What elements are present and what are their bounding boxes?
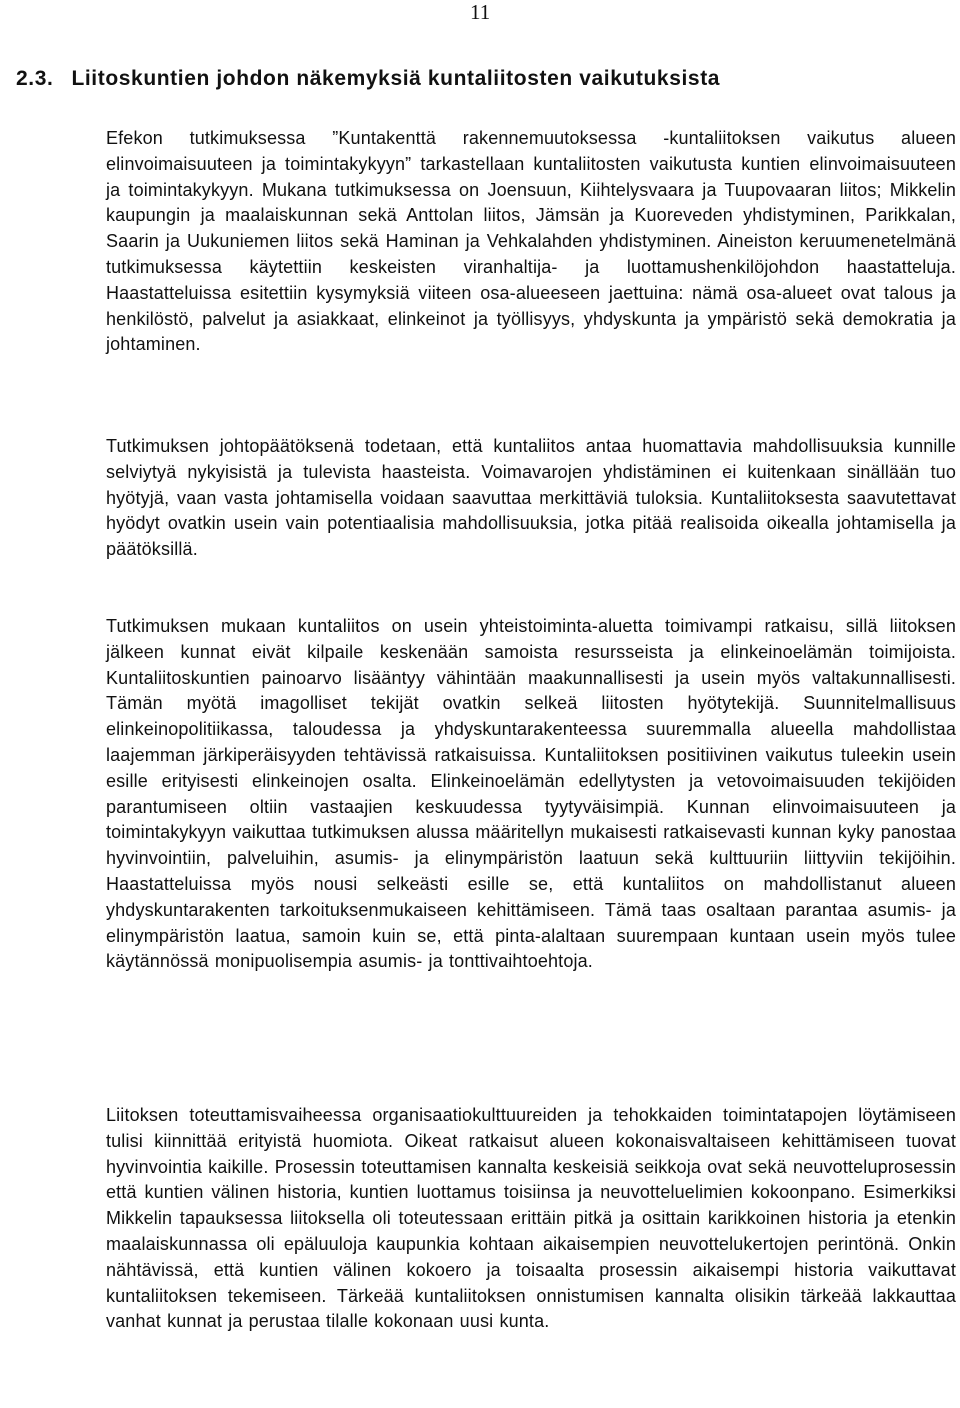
- paragraph-3: Tutkimuksen mukaan kuntaliitos on usein yhteistoiminta-aluetta toimivampi ratkaisu, sillä liitoksen jälkeen kunnat eivät kilpaile keskenään samoista resursseista ja elinkeinoelämän toimijoista. Kuntaliitoskuntien painoarvo lisääntyy vähintään maakunnallisesti ja usein myös valtakunnallisesti. Tämän myötä imagolliset tekijät ovatkin selkeä liitosten hyötytekijä. Suunnitelmallisuus elinkeinopolitiikassa, taloudessa ja yhdyskuntarakenteessa suuremmalla alueella mahdollistaa laajemman järkiperäisyyden tehtävissä ratkaisuissa. Kuntaliitoksen positiivinen vaikutus tuleekin usein esille erityisesti elinkeinojen osalta. Elinkeinoelämän edellytysten ja vetovoimaisuuden tekijöiden parantumiseen oltiin vastaajien keskuudessa tyytyväisimpiä. Kunnan elinvoimaisuuteen ja toimintakykyyn vaikuttaa tutkimuksen alussa määritellyn mukaisesti ratkaisevasti kunnan kyky panostaa hyvinvointiin, palveluihin, asumis- ja elinympäristön laatuun sekä kulttuuriin liittyviin tekijöihin. Haastatteluissa myös nousi selkeästi esille se, että kuntaliitos on mahdollistanut alueen yhdyskuntarakenten tarkoituksenmukaiseen kehittämiseen. Tämä taas osaltaan parantaa asumis- ja elinympäristön laatua, samoin kuin se, että pinta-alaltaan suurempaan kuntaan usein myös tulee käytännössä monipuolisempia asumis- ja tonttivaihtoehtoja.: [106, 616, 956, 972]
- paragraph-1: Efekon tutkimuksessa ”Kuntakenttä rakennemuutoksessa -kuntaliitoksen vaikutus alueen elinvoimaisuuteen ja toimintakykyyn” tarkastellaan kuntaliitosten vaikutusta kuntien elinvoimaisuuteen ja toimintakykyyn. Mukana tutkimuksessa on Joensuun, Kiihtelysvaara ja Tuupovaaran liitos; Mikkelin kaupungin ja maalaiskunnan sekä Anttolan liitos, Jämsän ja Kuoreveden yhdistyminen, Parikkalan, Saarin ja Uukuniemen liitos sekä Haminan ja Vehkalahden yhdistyminen. Aineiston keruumenetelmänä tutkimuksessa käytettiin keskeisten viranhaltija- ja luottamushenkilöjohdon haastatteluja. Haastatteluissa esitettiin kysymyksiä viiteen osa-alueeseen jaettuina: nämä osa-alueet ovat talous ja henkilöstö, palvelut ja asiakkaat, elinkeinot ja työllisyys, yhdyskunta ja ympäristö sekä demokratia ja johtaminen.: [106, 128, 956, 355]
- section-heading: [16, 66, 946, 92]
- section-title: Liitoskuntien johdon näkemyksiä kuntaliitosten vaikutuksista: [71, 67, 721, 90]
- paragraph-2: Tutkimuksen johtopäätöksenä todetaan, että kuntaliitos antaa huomattavia mahdollisuuksia kunnille selviytyä nykyisistä ja tulevista haasteista. Voimavarojen yhdistäminen ei kuitenkaan sinällään tuo hyötyjä, vaan vasta johtamisella voidaan saavuttaa merkittäviä tuloksia. Kuntaliitoksesta saavutettavat hyödyt ovatkin usein vain potentiaalisia mahdollisuuksia, jotka pitää realisoida oikealla johtamisella ja päätöksillä.: [106, 436, 956, 560]
- paragraph-4: Liitoksen toteuttamisvaiheessa organisaatiokulttuureiden ja tehokkaiden toimintatapojen löytämiseen tulisi kiinnittää erityistä huomiota. Oikeat ratkaisut alueen kokonaisvaltaiseen kehittämiseen tuovat hyvinvointia kaikille. Prosessin toteuttamisen kannalta keskeisiä seikkoja ovat sekä neuvotteluprosessin että kuntien välinen historia, kuntien luottamus toisiinsa ja neuvotteluelimien kokoonpano. Esimerkiksi Mikkelin tapauksessa liitoksella oli toteutessaan erittäin pitkä ja osittain karikkoinen historia ja etenkin maalaiskunnassa oli epäluuloja kaupunkia kohtaan aikaisempien neuvottelukertojen perintönä. Onkin nähtävissä, että kuntien välinen kokoero ja toisaalta prosessin aikaisempi historia vaikuttavat kuntaliitoksen tekemiseen. Tärkeää kuntaliitoksen onnistumisen kannalta olisikin tärkeää lakkauttaa vanhat kunnat ja perustaa tilalle kokonaan uusi kunta.: [106, 1105, 956, 1332]
- section-number: 2.3.: [16, 67, 54, 90]
- page-number: 11: [470, 0, 491, 24]
